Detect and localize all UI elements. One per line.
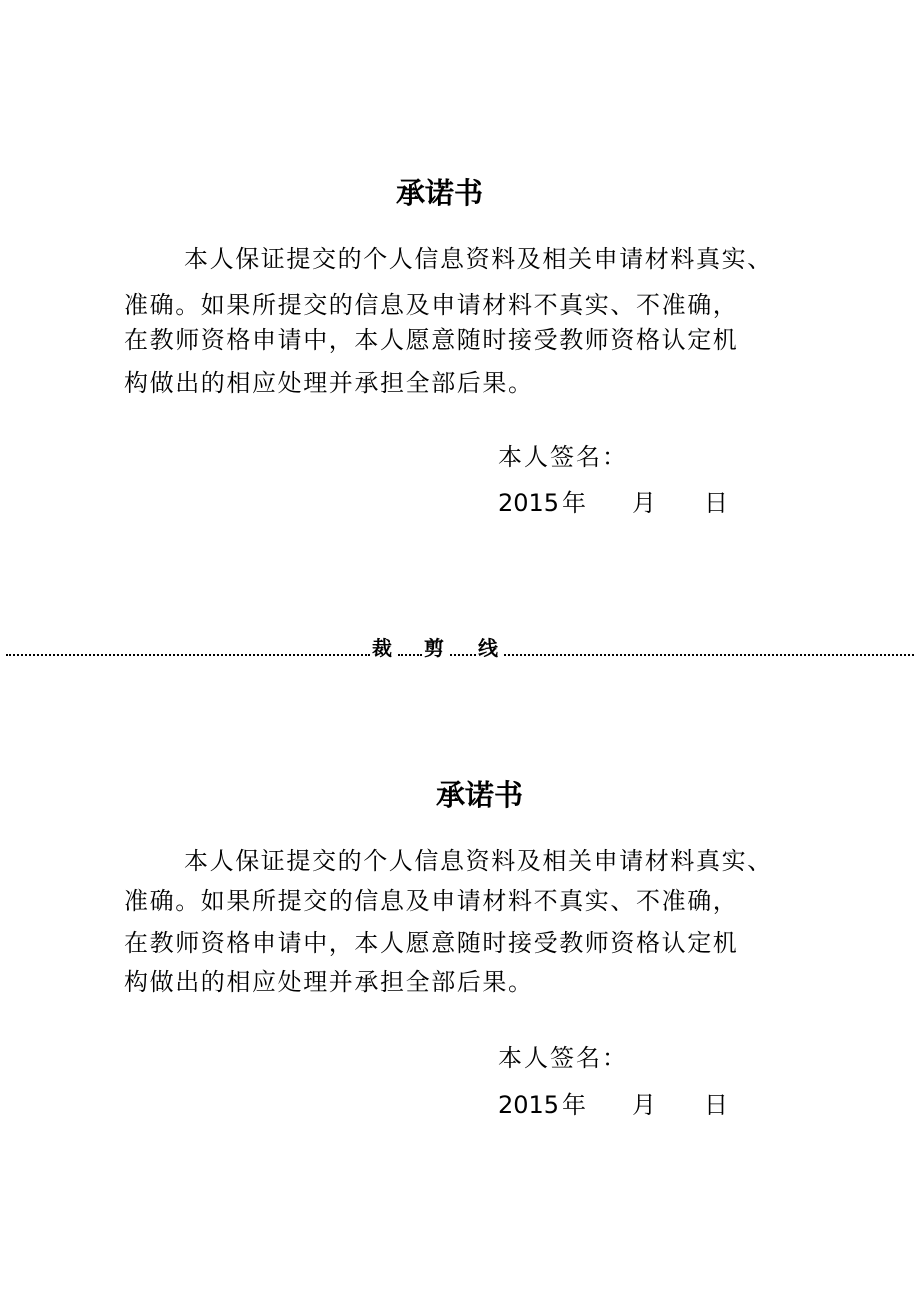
dotted-rule bbox=[398, 654, 422, 656]
signature-label: 本人签名： bbox=[498, 443, 628, 471]
dotted-rule bbox=[504, 654, 914, 656]
page-title: 承诺书 bbox=[396, 176, 484, 210]
pledge-paragraph-line: 准确。如果所提交的信息及申请材料不真实、不准确， bbox=[124, 291, 739, 319]
pledge-paragraph-line: 准确。如果所提交的信息及申请材料不真实、不准确， bbox=[124, 887, 739, 915]
pledge-paragraph-line: 构做出的相应处理并承担全部后果。 bbox=[124, 968, 534, 996]
page-title: 承诺书 bbox=[436, 778, 524, 812]
cut-line-char: 剪 bbox=[424, 636, 444, 660]
date-day-label: 日 bbox=[704, 489, 728, 517]
pledge-paragraph-line: 在教师资格申请中，本人愿意随时接受教师资格认定机 bbox=[124, 929, 739, 957]
date-year-value: 2015 bbox=[498, 1091, 560, 1119]
date-year-label: 年 bbox=[562, 489, 586, 517]
signature-label: 本人签名： bbox=[498, 1044, 628, 1072]
cut-line-char: 裁 bbox=[372, 636, 392, 660]
date-year-label: 年 bbox=[562, 1091, 586, 1119]
date-year-value: 2015 bbox=[498, 489, 560, 517]
dotted-rule bbox=[450, 654, 476, 656]
date-day-label: 日 bbox=[704, 1091, 728, 1119]
pledge-paragraph-line: 在教师资格申请中，本人愿意随时接受教师资格认定机 bbox=[124, 326, 739, 354]
pledge-paragraph-line: 本人保证提交的个人信息资料及相关申请材料真实、 bbox=[184, 847, 773, 875]
pledge-paragraph-line: 本人保证提交的个人信息资料及相关申请材料真实、 bbox=[184, 245, 773, 273]
cut-line-divider bbox=[0, 634, 920, 662]
pledge-paragraph-line: 构做出的相应处理并承担全部后果。 bbox=[124, 369, 534, 397]
date-month-label: 月 bbox=[632, 1091, 656, 1119]
dotted-rule bbox=[6, 654, 370, 656]
cut-line-char: 线 bbox=[478, 636, 498, 660]
date-month-label: 月 bbox=[632, 489, 656, 517]
